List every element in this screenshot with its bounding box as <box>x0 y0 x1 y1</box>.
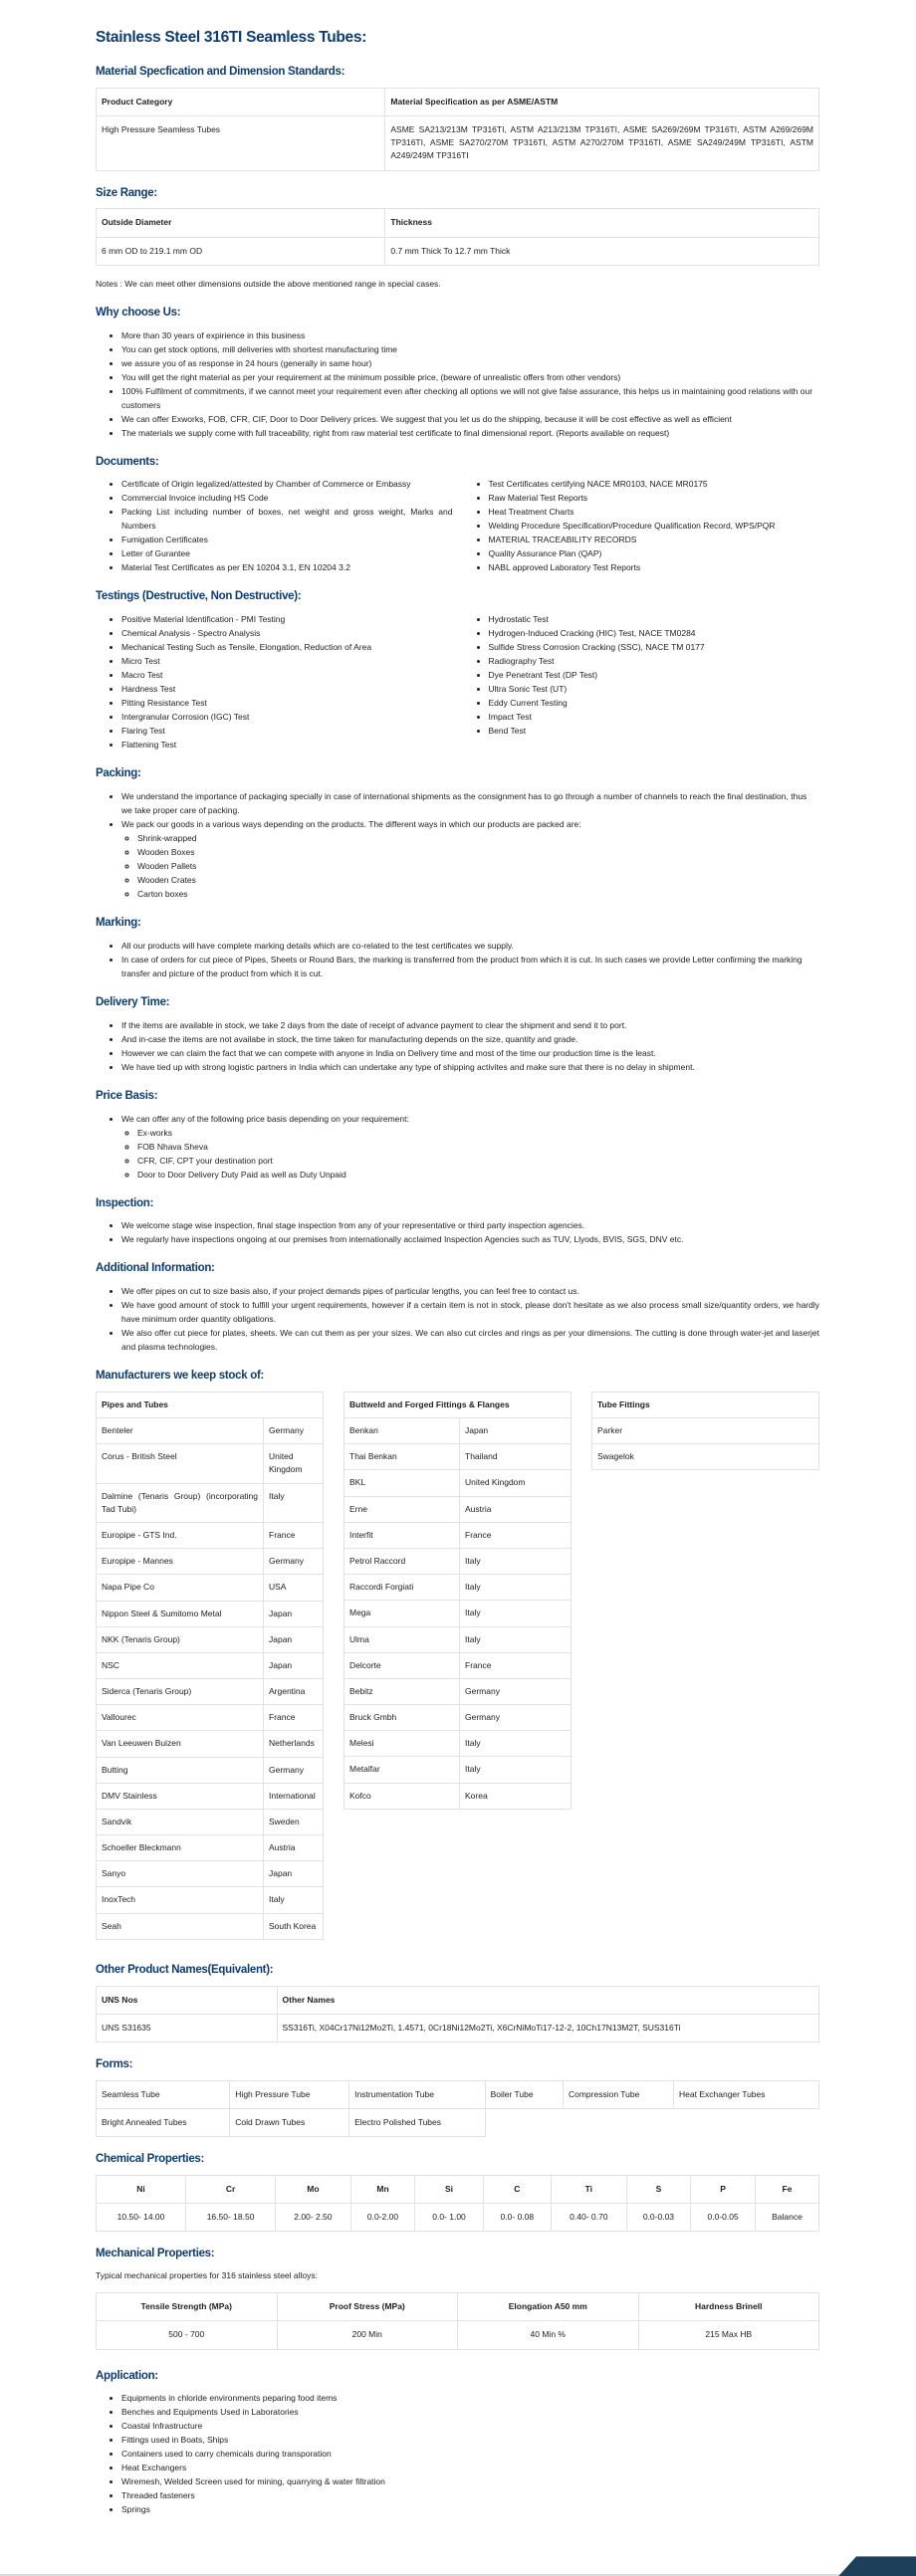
inspection-heading: Inspection: <box>96 1196 154 1209</box>
sub-list-item: ◦ Wooden Pallets <box>137 859 819 873</box>
table-row <box>344 1418 572 1444</box>
manufacturer-country: United Kingdom <box>264 1444 324 1483</box>
manufacturer-country: Sweden <box>264 1809 324 1834</box>
list-item: • Pitting Resistance Test <box>121 696 453 710</box>
manufacturer-country: Germany <box>460 1705 572 1731</box>
manufacturer-country: Italy <box>460 1575 572 1601</box>
table-header: Pipes and Tubes <box>97 1392 324 1417</box>
manufacturer-name: DMV Stainless <box>97 1783 264 1809</box>
table-cell: 0.7 mm Thick To 12.7 mm Thick <box>385 237 819 265</box>
element-header: Si <box>415 2175 483 2203</box>
table-header: Outside Diameter <box>97 209 385 237</box>
manufacturer-name: Sandvik <box>97 1809 264 1834</box>
manufacturer-country: France <box>264 1523 324 1549</box>
element-value: 0.0-2.00 <box>350 2204 415 2232</box>
testings-list-right <box>463 612 820 751</box>
table-row <box>344 1470 572 1496</box>
list-item: • Containers used to carry chemicals during transporation <box>121 2447 819 2461</box>
list-item: • Macro Test <box>121 668 453 682</box>
form-cell: Seamless Tube <box>97 2080 230 2108</box>
list-item: • You can get stock options, mill deliveries with shortest manufacturing time <box>121 342 819 356</box>
list-item: • We also offer cut piece for plates, sheets. We can cut them as per your sizes. We can also cut circles and rings as per your dimensions. The cutting is done through water-jet and laserjet and plasma technologies. <box>121 1326 819 1354</box>
list-item: • Hardness Test <box>121 682 453 696</box>
manufacturer-name: Benteler <box>97 1418 264 1444</box>
list-item: • Intergranular Corrosion (IGC) Test <box>121 710 453 724</box>
price-basis-list <box>96 1112 819 1181</box>
application-heading: Application: <box>96 2369 158 2382</box>
table-row <box>97 1418 324 1444</box>
table-header-row <box>97 2175 819 2203</box>
packing-sublist <box>121 831 819 901</box>
table-cell: 6 mm OD to 219.1 mm OD <box>97 237 385 265</box>
manufacturer-name: Nippon Steel & Sumitomo Metal <box>97 1601 264 1626</box>
list-item: • We have tied up with strong logistic partners in India which can undertake any type of shipping activites and make sure that there is no delay in shipment. <box>121 1060 819 1074</box>
sub-list-item: ◦ Wooden Crates <box>137 873 819 887</box>
table-header: Hardness Brinell <box>638 2293 819 2321</box>
manufacturer-name: Corus - British Steel <box>97 1444 264 1483</box>
manufacturer-name: Dalmine (Tenaris Group) (incorporating Tad Tubi) <box>97 1483 264 1522</box>
table-row <box>97 2108 819 2136</box>
manufacturer-country: Italy <box>460 1626 572 1652</box>
table-row <box>97 1757 324 1783</box>
table-cell: 215 Max HB <box>638 2321 819 2349</box>
list-item: • Impact Test <box>489 710 820 724</box>
list-item <box>121 817 819 901</box>
table-row <box>97 1601 324 1626</box>
list-item: • The materials we supply come with full traceability, right from raw material test certificate to final dimensional report. (Reports available on request) <box>121 426 819 440</box>
list-item: • We offer pipes on cut to size basis also, if your project demands pipes of particular lengths, you can feel free to contact us. <box>121 1284 819 1298</box>
list-item: • If the items are available in stock, we take 2 days from the date of receipt of advance payment to clear the shipment and send it to port. <box>121 1018 819 1032</box>
element-header: Mo <box>276 2175 351 2203</box>
list-item: • Eddy Current Testing <box>489 696 820 710</box>
table-row <box>97 1483 324 1522</box>
manufacturer-country: Italy <box>264 1887 324 1913</box>
table-row <box>97 1575 324 1601</box>
packing-list <box>96 789 819 901</box>
table-cell: 40 Min % <box>458 2321 639 2349</box>
table-row <box>97 1652 324 1678</box>
table-row <box>344 1652 572 1678</box>
table-row <box>97 1861 324 1887</box>
manufacturer-name: Ulma <box>344 1626 460 1652</box>
table-row <box>97 1705 324 1731</box>
table-row <box>344 1626 572 1652</box>
manufacturer-country: Germany <box>264 1757 324 1783</box>
page-title: Stainless Steel 316TI Seamless Tubes: <box>96 29 367 46</box>
inspection-list <box>96 1218 819 1246</box>
manufacturer-name: Sanyo <box>97 1861 264 1887</box>
manufacturer-country: Italy <box>460 1731 572 1757</box>
list-item: • Packing List including number of boxes, net weight and gross weight, Marks and Numbers <box>121 505 453 533</box>
element-value: 16.50- 18.50 <box>186 2204 276 2232</box>
list-item: • Dye Penetrant Test (DP Test) <box>489 668 820 682</box>
packing-heading: Packing: <box>96 767 141 780</box>
table-header: Proof Stress (MPa) <box>277 2293 458 2321</box>
mechanical-table <box>96 2292 819 2349</box>
table-row <box>344 1757 572 1783</box>
manufacturer-name: Vallourec <box>97 1705 264 1731</box>
additional-info-list <box>96 1284 819 1354</box>
element-header: P <box>691 2175 756 2203</box>
table-row <box>97 2014 819 2041</box>
table-header-row <box>97 209 819 237</box>
manufacturer-country: Japan <box>264 1601 324 1626</box>
manufacturer-country: Korea <box>460 1783 572 1809</box>
table-header: Buttweld and Forged Fittings & Flanges <box>344 1392 572 1417</box>
table-cell: High Pressure Seamless Tubes <box>97 116 385 171</box>
table-header-row <box>97 2293 819 2321</box>
list-item: • Coastal Infrastructure <box>121 2419 819 2433</box>
table-row <box>97 1783 324 1809</box>
list-item: • Welding Procedure Specification/Procedure Qualification Record, WPS/PQR <box>489 519 820 533</box>
price-basis-heading: Price Basis: <box>96 1089 158 1102</box>
table-row <box>97 1731 324 1757</box>
application-list <box>96 2391 819 2516</box>
list-item: • Hydrogen-Induced Cracking (HIC) Test, NACE TM0284 <box>489 626 820 640</box>
list-item: • Heat Exchangers <box>121 2461 819 2474</box>
manufacturers-heading: Manufacturers we keep stock of: <box>96 1370 265 1383</box>
list-item: • Hydrostatic Test <box>489 612 820 626</box>
manufacturer-country: Germany <box>460 1678 572 1704</box>
table-row <box>97 1835 324 1861</box>
element-value: 10.50- 14.00 <box>97 2204 186 2232</box>
element-value: 2.00- 2.50 <box>276 2204 351 2232</box>
manufacturer-country: Argentina <box>264 1679 324 1705</box>
chemical-table <box>96 2175 819 2232</box>
manufacturer-country: Austria <box>264 1835 324 1861</box>
element-header: S <box>626 2175 691 2203</box>
table-row <box>344 1444 572 1470</box>
table-row <box>344 1522 572 1548</box>
sub-list-item: ◦ Shrink-wrapped <box>137 831 819 845</box>
table-row <box>97 2321 819 2349</box>
table-cell: ASME SA213/213M TP316TI, ASTM A213/213M TP316TI, ASME SA269/269M TP316TI, ASTM A269/269M TP316TI, ASME SA270/270M TP316TI, ASTM A270/270M TP316TI, ASME SA249/249M TP316TI, ASTM A249/249M TP316TI <box>385 116 819 171</box>
table-row <box>97 1626 324 1652</box>
list-item: • Sulfide Stress Corrosion Cracking (SSC), NACE TM 0177 <box>489 640 820 654</box>
table-header-row <box>97 1392 324 1417</box>
manufacturer-country: Japan <box>264 1652 324 1678</box>
manufacturer-country: Japan <box>264 1626 324 1652</box>
table-row <box>97 1913 324 1939</box>
table-cell: UNS S31635 <box>97 2014 278 2041</box>
manufacturer-name: Butting <box>97 1757 264 1783</box>
list-item: • Bend Test <box>489 724 820 738</box>
manufacturer-country: Austria <box>460 1496 572 1522</box>
other-names-table <box>96 1986 819 2042</box>
list-item-text: We pack our goods in a various ways depending on the products. The different ways in which our products are packed are: <box>121 819 581 830</box>
table-row <box>97 1549 324 1575</box>
table-row <box>97 116 819 171</box>
manufacturer-country: Italy <box>460 1549 572 1575</box>
sub-list-item: ◦ Wooden Boxes <box>137 845 819 859</box>
manufacturer-country: Netherlands <box>264 1731 324 1757</box>
manufacturer-country: France <box>264 1705 324 1731</box>
list-item: • NABL approved Laboratory Test Reports <box>489 560 820 574</box>
sub-list-item: ◦ Ex-works <box>137 1126 819 1140</box>
list-item: • And in-case the items are not availabe in stock, the time taken for manufacturing depends on the size, quantity and grade. <box>121 1032 819 1046</box>
manufacturer-name: Bebitz <box>344 1678 460 1704</box>
table-row <box>97 2080 819 2108</box>
testings-heading: Testings (Destructive, Non Destructive): <box>96 590 302 603</box>
list-item: • We have good amount of stock to fulfill your urgent requirements, however if a certain item is not in stock, please don't hesitate as we also process small size/quantity orders, we hardly have minimum order quantity obligations. <box>121 1298 819 1326</box>
list-item: • Micro Test <box>121 654 453 668</box>
table-header: Tube Fittings <box>592 1392 819 1417</box>
form-cell: Compression Tube <box>563 2080 673 2108</box>
list-item-text: We can offer any of the following price basis depending on your requirement: <box>121 1113 409 1124</box>
table-row <box>97 1809 324 1834</box>
other-names-heading: Other Product Names(Equivalent): <box>96 1963 274 1976</box>
list-item: • All our products will have complete marking details which are co-related to the test certificates we supply. <box>121 939 819 953</box>
list-item: • we assure you of as response in 24 hours (generally in same hour) <box>121 356 819 370</box>
list-item: • Heat Treatment Charts <box>489 505 820 519</box>
list-item: • Test Certificates certifying NACE MR0103, NACE MR0175 <box>489 477 820 491</box>
list-item: • Fumigation Certificates <box>121 533 453 546</box>
empty-cell <box>674 2108 819 2136</box>
additional-info-heading: Additional Information: <box>96 1262 215 1275</box>
manufacturer-name: Thai Benkan <box>344 1444 460 1470</box>
table-header: Tensile Strength (MPa) <box>97 2293 278 2321</box>
manufacturers-tables <box>96 1392 819 1940</box>
list-item: • Benches and Equipments Used in Laboratories <box>121 2405 819 2419</box>
manufacturer-country: Germany <box>264 1549 324 1575</box>
manufacturer-country: South Korea <box>264 1913 324 1939</box>
table-row <box>97 1444 324 1483</box>
form-cell: Electro Polished Tubes <box>349 2108 485 2136</box>
table-row <box>97 1523 324 1549</box>
list-item: • MATERIAL TRACEABILITY RECORDS <box>489 533 820 546</box>
manufacturer-country: Italy <box>264 1483 324 1522</box>
manufacturer-name: BKL <box>344 1470 460 1496</box>
table-header: Other Names <box>277 1986 819 2014</box>
table-row <box>97 2204 819 2232</box>
manufacturer-name: Delcorte <box>344 1652 460 1678</box>
element-header: Ni <box>97 2175 186 2203</box>
mechanical-heading: Mechanical Properties: <box>96 2248 215 2260</box>
forms-table <box>96 2080 819 2137</box>
table-cell: 200 Min <box>277 2321 458 2349</box>
table-header-row <box>592 1392 819 1417</box>
list-item <box>121 1112 819 1181</box>
list-item: • We regularly have inspections ongoing at our premises from internationally acclaimed Inspection Agencies such as TUV, Llyods, BVIS, SGS, DNV etc. <box>121 1232 819 1246</box>
manufacturer-name: Swagelok <box>592 1444 819 1470</box>
list-item: • Mechanical Testing Such as Tensile, Elongation, Reduction of Area <box>121 640 453 654</box>
size-range-table <box>96 208 819 265</box>
list-item: • However we can claim the fact that we can compete with anyone in India on Delivery time and most of the time our production time is the least. <box>121 1046 819 1060</box>
table-row <box>592 1444 819 1470</box>
list-item: • Certificate of Origin legalized/attested by Chamber of Commerce or Embassy <box>121 477 453 491</box>
table-header-row <box>97 1986 819 2014</box>
testings-list-left <box>96 612 463 751</box>
manufacturer-name: Raccordi Forgiati <box>344 1575 460 1601</box>
form-cell: Boiler Tube <box>485 2080 563 2108</box>
manufacturer-name: Schoeller Bleckmann <box>97 1835 264 1861</box>
list-item: • Commercial Invoice including HS Code <box>121 491 453 505</box>
table-header: Material Specification as per ASME/ASTM <box>385 88 819 115</box>
fittings-flanges-table <box>344 1392 572 1810</box>
mechanical-intro: Typical mechanical properties for 316 stainless steel alloys: <box>96 2270 318 2281</box>
documents-list-right <box>463 477 820 574</box>
list-item: • Flattening Test <box>121 738 453 751</box>
list-item: • Threaded fasteners <box>121 2488 819 2502</box>
element-value: 0.0- 1.00 <box>415 2204 483 2232</box>
list-item: • Radiography Test <box>489 654 820 668</box>
form-cell: Cold Drawn Tubes <box>230 2108 349 2136</box>
table-row <box>592 1418 819 1444</box>
list-item: • Springs <box>121 2502 819 2516</box>
manufacturer-country: Italy <box>460 1757 572 1783</box>
list-item: • We can offer Exworks, FOB, CFR, CIF, Door to Door Delivery prices. We suggest that you let us do the shipping, because it will be cost effective as well as efficient <box>121 412 819 426</box>
manufacturer-name: Mega <box>344 1601 460 1626</box>
element-header: Mn <box>350 2175 415 2203</box>
manufacturer-country: Japan <box>264 1861 324 1887</box>
delivery-heading: Delivery Time: <box>96 995 170 1008</box>
table-row <box>344 1705 572 1731</box>
list-item: • 100% Fulfilment of commitments, if we cannot meet your requirement even after checking all options we will not give false assurance, this helps us in maintaining good relations with our customers <box>121 384 819 412</box>
manufacturer-country: Japan <box>460 1418 572 1444</box>
table-row <box>344 1601 572 1626</box>
sub-list-item: ◦ FOB Nhava Sheva <box>137 1140 819 1154</box>
manufacturer-country: France <box>460 1522 572 1548</box>
documents-list-left <box>96 477 463 574</box>
manufacturer-country: USA <box>264 1575 324 1601</box>
manufacturer-country: Germany <box>264 1418 324 1444</box>
element-value: Balance <box>755 2204 818 2232</box>
element-header: Fe <box>755 2175 818 2203</box>
table-row <box>97 1887 324 1913</box>
list-item: • Fittings used in Boats, Ships <box>121 2433 819 2447</box>
table-row <box>344 1549 572 1575</box>
table-row <box>344 1783 572 1809</box>
form-cell: Bright Annealed Tubes <box>97 2108 230 2136</box>
forms-heading: Forms: <box>96 2057 133 2070</box>
sub-list-item: ◦ CFR, CIF, CPT your destination port <box>137 1154 819 1168</box>
manufacturer-name: Metalfar <box>344 1757 460 1783</box>
table-header-row <box>97 88 819 115</box>
table-row <box>344 1575 572 1601</box>
table-cell: 500 - 700 <box>97 2321 278 2349</box>
list-item: • In case of orders for cut piece of Pipes, Sheets or Round Bars, the marking is transferred from the product from which it is cut. In such cases we provide Letter confirming the marking transfer and picture of the product from which it is cut. <box>121 953 819 980</box>
table-row <box>97 237 819 265</box>
manufacturer-name: Van Leeuwen Buizen <box>97 1731 264 1757</box>
manufacturer-name: Seah <box>97 1913 264 1939</box>
price-basis-sublist <box>121 1126 819 1181</box>
material-spec-table <box>96 88 819 171</box>
size-range-heading: Size Range: <box>96 186 157 199</box>
manufacturer-name: Napa Pipe Co <box>97 1575 264 1601</box>
element-value: 0.0-0.03 <box>626 2204 691 2232</box>
list-item: • You will get the right material as per your requirement at the minimum possible price, (beware of unrealistic offers from other vendors) <box>121 370 819 384</box>
list-item: • We understand the importance of packaging specially in case of international shipments as the consignment has to go through a number of channels to reach the final destination, thus we take proper care of packing. <box>121 789 819 817</box>
manufacturer-country: Italy <box>460 1601 572 1626</box>
manufacturer-name: Europipe - Mannes <box>97 1549 264 1575</box>
pipes-tubes-table <box>96 1392 324 1940</box>
list-item: • Material Test Certificates as per EN 10204 3.1, EN 10204 3.2 <box>121 560 453 574</box>
documents-heading: Documents: <box>96 455 159 468</box>
table-row <box>344 1731 572 1757</box>
sub-list-item: ◦ Carton boxes <box>137 887 819 901</box>
table-header: Thickness <box>385 209 819 237</box>
why-choose-list <box>96 328 819 440</box>
empty-cell <box>485 2108 563 2136</box>
table-cell: SS316Ti, X04Cr17Ni12Mo2Ti, 1.4571, 0Cr18Ni12Mo2Ti, X6CrNiMoTi17-12-2, 10Ch17N13M2T, SUS316Ti <box>277 2014 819 2041</box>
manufacturer-name: Erne <box>344 1496 460 1522</box>
table-header: Elongation A50 mm <box>458 2293 639 2321</box>
manufacturer-country: International <box>264 1783 324 1809</box>
list-item: • Wiremesh, Welded Screen used for mining, quarrying & water filtration <box>121 2474 819 2488</box>
chemical-heading: Chemical Properties: <box>96 2153 205 2166</box>
manufacturer-name: Europipe - GTS Ind. <box>97 1523 264 1549</box>
manufacturer-country: Thailand <box>460 1444 572 1470</box>
sub-list-item: ◦ Door to Door Delivery Duty Paid as well as Duty Unpaid <box>137 1168 819 1181</box>
tube-fittings-table <box>591 1392 819 1471</box>
manufacturer-name: NKK (Tenaris Group) <box>97 1626 264 1652</box>
empty-cell <box>563 2108 673 2136</box>
element-header: Cr <box>186 2175 276 2203</box>
manufacturer-name: Benkan <box>344 1418 460 1444</box>
size-range-note: Notes : We can meet other dimensions outside the above mentioned range in special cases. <box>96 278 441 289</box>
manufacturer-name: Kofco <box>344 1783 460 1809</box>
marking-list <box>96 939 819 980</box>
element-header: C <box>483 2175 551 2203</box>
marking-heading: Marking: <box>96 917 141 930</box>
documents-columns <box>96 477 819 574</box>
manufacturer-name: InoxTech <box>97 1887 264 1913</box>
table-header: UNS Nos <box>97 1986 278 2014</box>
manufacturer-name: Parker <box>592 1418 819 1444</box>
table-row <box>344 1496 572 1522</box>
list-item: • Flaring Test <box>121 724 453 738</box>
material-spec-heading: Material Specfication and Dimension Standards: <box>96 66 345 79</box>
form-cell: Instrumentation Tube <box>349 2080 485 2108</box>
list-item: • Chemical Analysis - Spectro Analysis <box>121 626 453 640</box>
table-header-row <box>344 1392 572 1417</box>
manufacturer-name: Siderca (Tenaris Group) <box>97 1679 264 1705</box>
delivery-list <box>96 1018 819 1074</box>
table-row <box>97 1679 324 1705</box>
list-item: • Quality Assurance Plan (QAP) <box>489 546 820 560</box>
element-header: Ti <box>552 2175 627 2203</box>
manufacturer-country: France <box>460 1652 572 1678</box>
table-row <box>344 1678 572 1704</box>
table-header: Product Category <box>97 88 385 115</box>
manufacturer-name: Bruck Gmbh <box>344 1705 460 1731</box>
list-item: • More than 30 years of expirience in this business <box>121 328 819 342</box>
list-item: • Raw Material Test Reports <box>489 491 820 505</box>
list-item: • Letter of Gurantee <box>121 546 453 560</box>
manufacturer-name: Interfit <box>344 1522 460 1548</box>
testings-columns <box>96 612 819 751</box>
list-item: • Equipments in chloride environments peparing food items <box>121 2391 819 2405</box>
list-item: • We welcome stage wise inspection, final stage inspection from any of your representative or third party inspection agencies. <box>121 1218 819 1232</box>
element-value: 0.0-0.05 <box>691 2204 756 2232</box>
manufacturer-country: United Kingdom <box>460 1470 572 1496</box>
why-choose-heading: Why choose Us: <box>96 306 181 319</box>
form-cell: High Pressure Tube <box>230 2080 349 2108</box>
manufacturer-name: NSC <box>97 1652 264 1678</box>
manufacturer-name: Petrol Raccord <box>344 1549 460 1575</box>
manufacturer-name: Melesi <box>344 1731 460 1757</box>
list-item: • Ultra Sonic Test (UT) <box>489 682 820 696</box>
form-cell: Heat Exchanger Tubes <box>674 2080 819 2108</box>
list-item: • Positive Material Identification - PMI Testing <box>121 612 453 626</box>
element-value: 0.40- 0.70 <box>552 2204 627 2232</box>
element-value: 0.0- 0.08 <box>483 2204 551 2232</box>
